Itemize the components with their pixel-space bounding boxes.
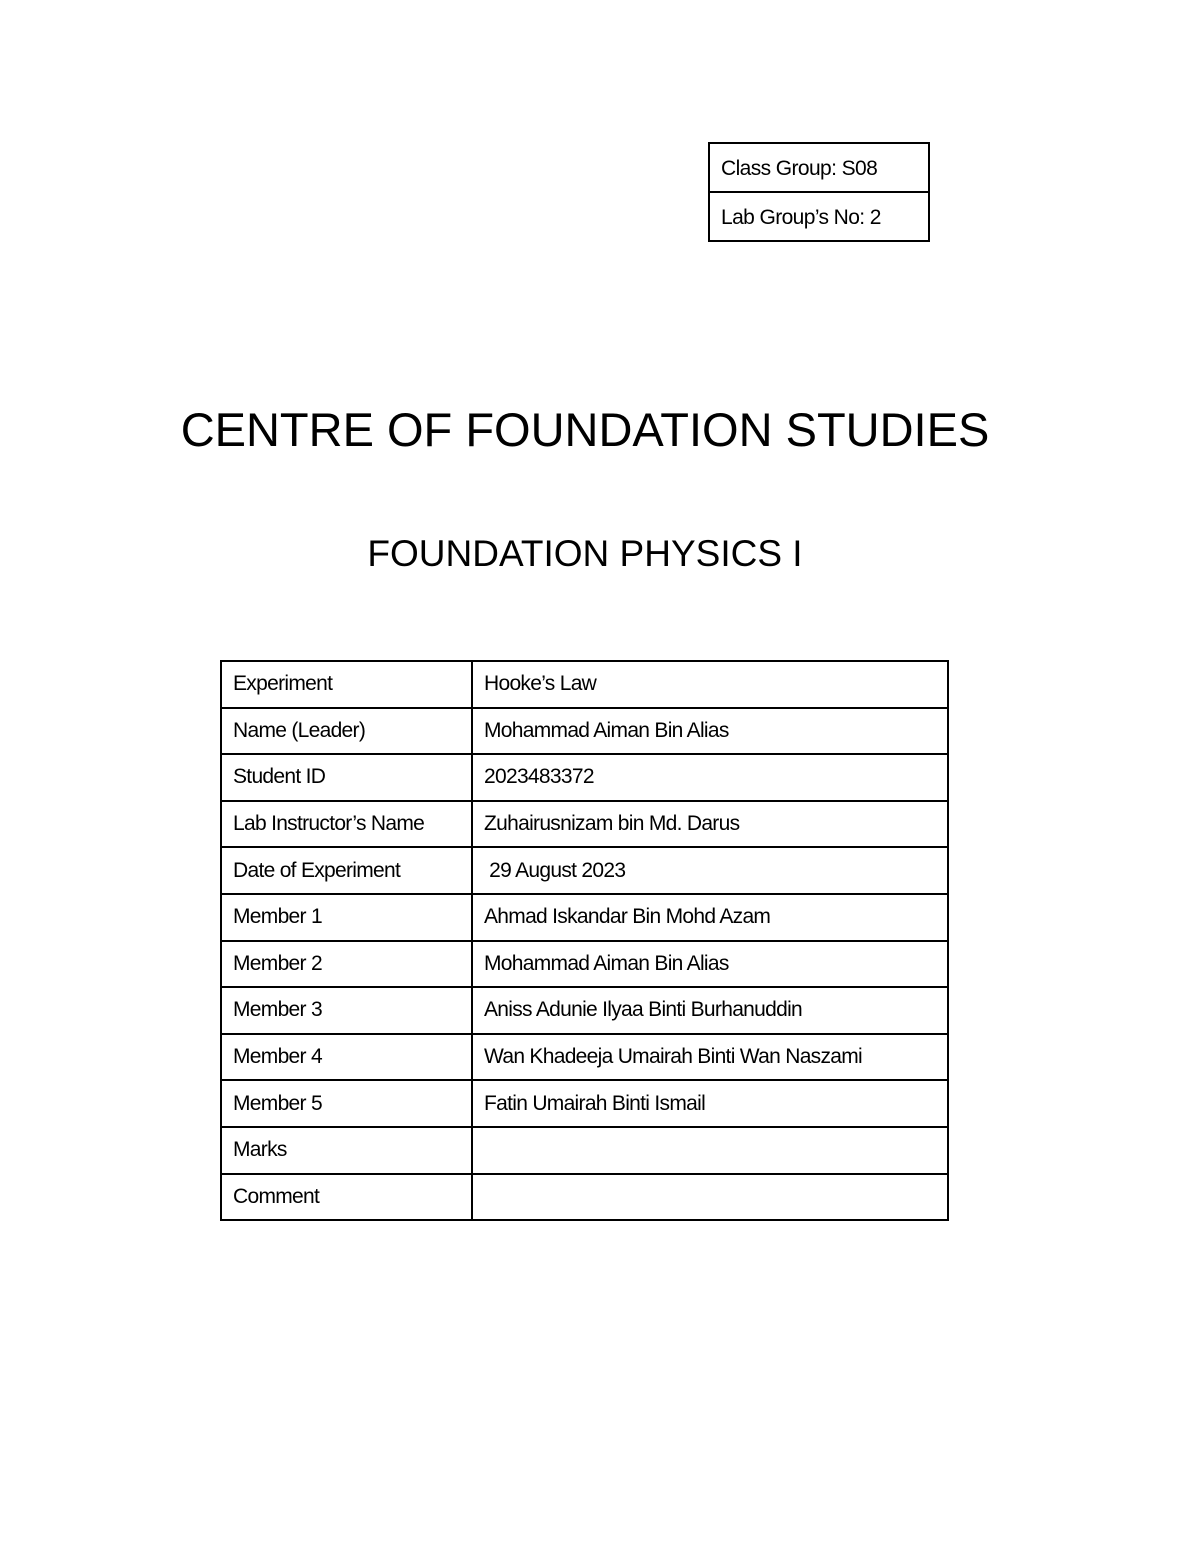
class-group: Class Group: S08 [721,157,878,180]
row-label: Lab Instructor’s Name [221,801,472,848]
table-row [221,754,948,801]
row-value: Wan Khadeeja Umairah Binti Wan Naszami [472,1034,948,1081]
row-value: Zuhairusnizam bin Md. Darus [472,801,948,848]
row-label: Marks [221,1127,472,1174]
experiment-info-table [220,660,949,1221]
table-row [221,708,948,755]
table-row [221,847,948,894]
row-label: Member 3 [221,987,472,1034]
row-label: Member 1 [221,894,472,941]
marks-value [472,1127,948,1174]
row-value: Mohammad Aiman Bin Alias [472,708,948,755]
row-label: Experiment [221,661,472,708]
table-row [221,661,948,708]
row-value: 29 August 2023 [472,847,948,894]
row-label: Member 2 [221,941,472,988]
page-title: CENTRE OF FOUNDATION STUDIES [180,403,990,456]
lab-group-number: Lab Group’s No: 2 [710,191,928,240]
table-row [221,1080,948,1127]
course-subtitle: FOUNDATION PHYSICS I [367,533,803,574]
table-row [221,1127,948,1174]
row-value: Fatin Umairah Binti Ismail [472,1080,948,1127]
row-label: Member 4 [221,1034,472,1081]
table-row [221,894,948,941]
row-value: Aniss Adunie Ilyaa Binti Burhanuddin [472,987,948,1034]
row-label: Date of Experiment [221,847,472,894]
row-value: Hooke’s Law [472,661,948,708]
table-row [221,1174,948,1221]
comment-value [472,1174,948,1221]
group-info-box [708,142,930,242]
row-label: Member 5 [221,1080,472,1127]
row-label: Name (Leader) [221,708,472,755]
row-value: Mohammad Aiman Bin Alias [472,941,948,988]
table-row [221,941,948,988]
row-label: Student ID [221,754,472,801]
table-row [221,987,948,1034]
row-label: Comment [221,1174,472,1221]
table-row [221,1034,948,1081]
table-row [221,801,948,848]
row-value: 2023483372 [472,754,948,801]
row-value: Ahmad Iskandar Bin Mohd Azam [472,894,948,941]
